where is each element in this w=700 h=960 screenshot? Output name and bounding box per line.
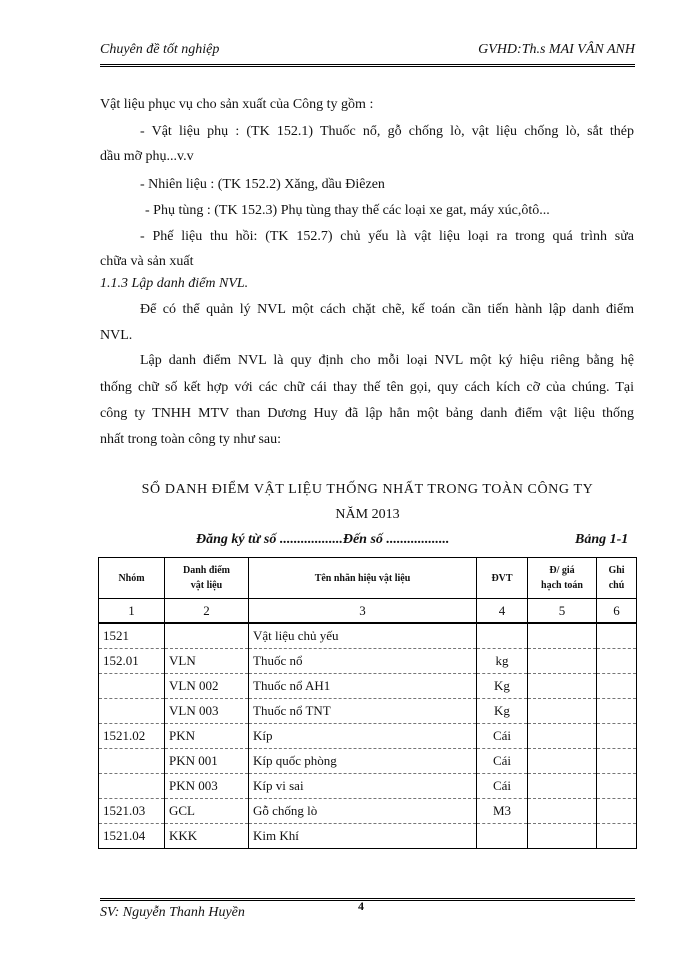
- cell-don-gia: [528, 699, 597, 724]
- cell-ten: Thuốc nổ: [249, 649, 477, 674]
- header-right: GVHD:Th.s MAI VÂN ANH: [478, 42, 635, 57]
- cell-don-gia: [528, 824, 597, 849]
- cell-dvt: [477, 824, 528, 849]
- cell-ten: Kíp: [249, 724, 477, 749]
- cell-ten: Kim Khí: [249, 824, 477, 849]
- cell-ghi-chu: [597, 749, 637, 774]
- cell-nhom: [99, 749, 165, 774]
- cell-nhom: [99, 699, 165, 724]
- cell-dvt: Cái: [477, 774, 528, 799]
- para2-line4: nhất trong toàn công ty như sau:: [100, 432, 282, 447]
- cell-ghi-chu: [597, 649, 637, 674]
- cell-ghi-chu: [597, 799, 637, 824]
- col-danh-diem-l1: Danh điểm: [183, 565, 230, 576]
- para2-line1: Lập danh điểm NVL là quy định cho mỗi loại NVL một ký hiệu riêng bằng hệ: [140, 353, 634, 368]
- cell-ghi-chu: [597, 774, 637, 799]
- cell-don-gia: [528, 724, 597, 749]
- table-row: [99, 799, 637, 824]
- page-footer: [100, 898, 635, 920]
- col-ghi-chu-l1: Ghi: [608, 565, 625, 576]
- cell-danh-diem: [165, 623, 249, 649]
- col-ghi-chu: [597, 558, 637, 599]
- table-header-row: [99, 558, 637, 599]
- col-number: 2: [165, 599, 249, 624]
- table-row: [99, 724, 637, 749]
- item-phe-lieu-cont: chữa và sản xuất: [100, 254, 194, 269]
- cell-ghi-chu: [597, 824, 637, 849]
- cell-danh-diem: VLN: [165, 649, 249, 674]
- cell-nhom: [99, 774, 165, 799]
- cell-danh-diem: VLN 003: [165, 699, 249, 724]
- cell-dvt: Cái: [477, 724, 528, 749]
- table-row: [99, 824, 637, 849]
- cell-danh-diem: KKK: [165, 824, 249, 849]
- table-row: [99, 623, 637, 649]
- table-title: SỔ DANH ĐIỂM VẬT LIỆU THỐNG NHẤT TRONG TOÀN CÔNG TY: [141, 482, 594, 497]
- col-number: 1: [99, 599, 165, 624]
- col-dvt: ĐVT: [477, 558, 528, 599]
- col-number: 3: [249, 599, 477, 624]
- cell-don-gia: [528, 649, 597, 674]
- page-number: 4: [358, 899, 364, 913]
- table-row: [99, 674, 637, 699]
- cell-dvt: Cái: [477, 749, 528, 774]
- cell-danh-diem: PKN: [165, 724, 249, 749]
- cell-nhom: [99, 674, 165, 699]
- col-don-gia-l1: Đ/ giá: [549, 565, 575, 576]
- col-ghi-chu-l2: chú: [608, 580, 625, 591]
- cell-don-gia: [528, 774, 597, 799]
- material-code-table: [98, 557, 637, 849]
- cell-ghi-chu: [597, 623, 637, 649]
- cell-nhom: 1521.02: [99, 724, 165, 749]
- item-vat-lieu-phu-cont: dầu mỡ phụ...v.v: [100, 149, 194, 164]
- cell-ghi-chu: [597, 724, 637, 749]
- table-row: [99, 699, 637, 724]
- cell-dvt: Kg: [477, 674, 528, 699]
- col-don-gia-l2: hạch toán: [541, 580, 583, 591]
- table-year: NĂM 2013: [335, 507, 400, 522]
- cell-danh-diem: VLN 002: [165, 674, 249, 699]
- table-row: [99, 649, 637, 674]
- header-left: Chuyên đề tốt nghiệp: [100, 42, 220, 57]
- col-danh-diem-l2: vật liệu: [190, 580, 223, 591]
- cell-nhom: 1521.03: [99, 799, 165, 824]
- col-danh-diem: [165, 558, 249, 599]
- intro-line: Vật liệu phục vụ cho sản xuất của Công ty gồm :: [100, 97, 374, 112]
- cell-don-gia: [528, 623, 597, 649]
- cell-don-gia: [528, 749, 597, 774]
- cell-ten: Kíp vi sai: [249, 774, 477, 799]
- cell-dvt: [477, 623, 528, 649]
- section-heading: 1.1.3 Lập danh điểm NVL.: [100, 276, 249, 291]
- cell-ten: Thuốc nổ AH1: [249, 674, 477, 699]
- cell-don-gia: [528, 674, 597, 699]
- page-header: [100, 40, 635, 67]
- cell-ghi-chu: [597, 674, 637, 699]
- item-phe-lieu: - Phế liệu thu hồi: (TK 152.7) chủ yếu là vật liệu loại ra trong quá trình sửa: [140, 229, 634, 244]
- register-line: Đăng ký từ số ..................Đến số ..................: [196, 532, 450, 547]
- table-row: [99, 749, 637, 774]
- cell-ten: Kíp quốc phòng: [249, 749, 477, 774]
- cell-dvt: Kg: [477, 699, 528, 724]
- cell-danh-diem: PKN 001: [165, 749, 249, 774]
- col-number: 4: [477, 599, 528, 624]
- cell-nhom: 1521.04: [99, 824, 165, 849]
- cell-nhom: 152.01: [99, 649, 165, 674]
- col-don-gia: [528, 558, 597, 599]
- para2-line2: thống chữ số kết hợp với các chữ cái thay thế tên gọi, quy cách kích cỡ của chúng. Tại: [100, 380, 634, 395]
- col-ten: Tên nhãn hiệu vật liệu: [249, 558, 477, 599]
- item-vat-lieu-phu: - Vật liệu phụ : (TK 152.1) Thuốc nổ, gỗ chống lò, vật liệu chống lò, sắt thép: [140, 124, 634, 139]
- cell-dvt: kg: [477, 649, 528, 674]
- para1-line1: Để có thể quản lý NVL một cách chặt chẽ, kế toán cần tiến hành lập danh điểm: [140, 302, 634, 317]
- cell-ten: Vật liệu chủ yếu: [249, 623, 477, 649]
- cell-nhom: 1521: [99, 623, 165, 649]
- cell-don-gia: [528, 799, 597, 824]
- cell-danh-diem: PKN 003: [165, 774, 249, 799]
- cell-ten: Thuốc nổ TNT: [249, 699, 477, 724]
- column-number-row: [99, 599, 637, 624]
- para2-line3: công ty TNHH MTV than Dương Huy đã lập hẳn một bảng danh điểm vật liệu thống: [100, 406, 634, 421]
- cell-danh-diem: GCL: [165, 799, 249, 824]
- item-phu-tung: - Phụ tùng : (TK 152.3) Phụ tùng thay thế các loại xe gat, máy xúc,ôtô...: [145, 203, 550, 218]
- col-nhom: Nhóm: [99, 558, 165, 599]
- table-label: Bảng 1-1: [575, 532, 629, 547]
- cell-dvt: M3: [477, 799, 528, 824]
- table-row: [99, 774, 637, 799]
- col-number: 5: [528, 599, 597, 624]
- cell-ghi-chu: [597, 699, 637, 724]
- col-number: 6: [597, 599, 637, 624]
- para1-line2: NVL.: [100, 328, 133, 343]
- footer-student: SV: Nguyễn Thanh Huyền: [100, 905, 245, 920]
- item-nhien-lieu: - Nhiên liệu : (TK 152.2) Xăng, dầu Điêzen: [140, 177, 385, 192]
- cell-ten: Gỗ chống lò: [249, 799, 477, 824]
